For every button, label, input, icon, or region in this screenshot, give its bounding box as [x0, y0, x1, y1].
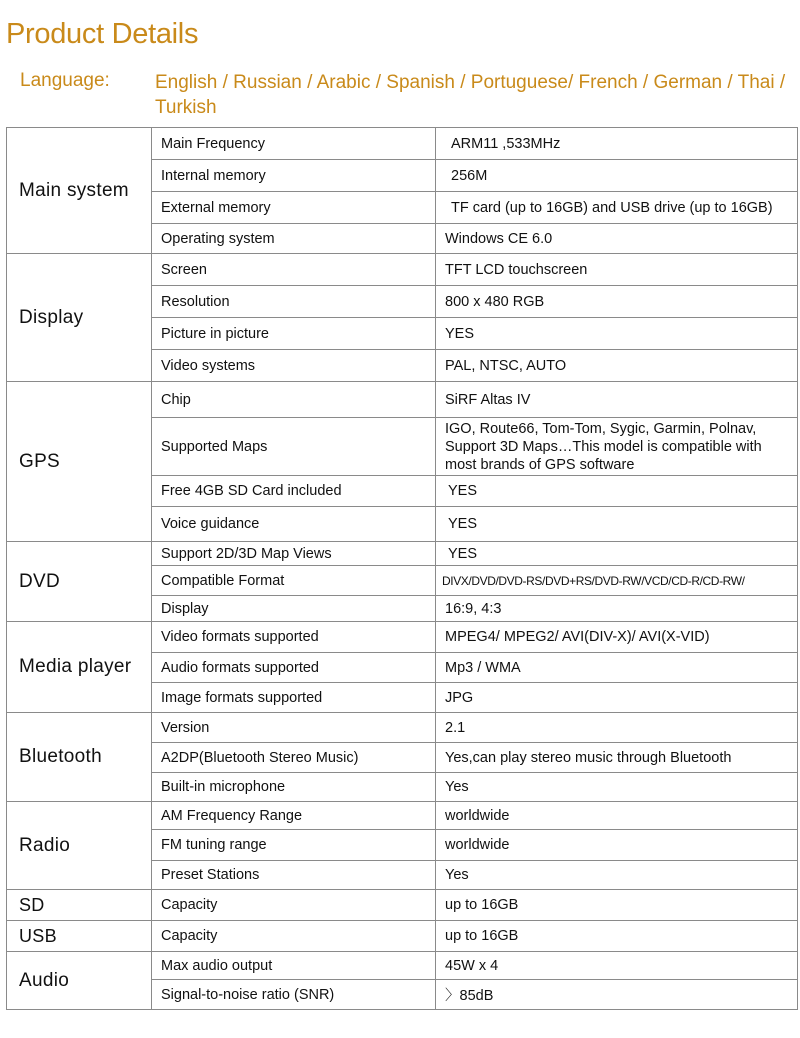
spec-value: Windows CE 6.0	[436, 224, 798, 254]
spec-label: Image formats supported	[152, 683, 436, 713]
spec-label: External memory	[152, 192, 436, 224]
spec-value: IGO, Route66, Tom-Tom, Sygic, Garmin, Polnav, Support 3D Maps…This model is compatible with most brands of GPS software	[436, 418, 798, 476]
spec-value: Yes,can play stereo music through Bluetooth	[436, 743, 798, 773]
spec-value: MPEG4/ MPEG2/ AVI(DIV-X)/ AVI(X-VID)	[436, 622, 798, 653]
spec-value: 800 x 480 RGB	[436, 286, 798, 318]
spec-value: Yes	[436, 861, 798, 890]
spec-value: 256M	[436, 160, 798, 192]
spec-label: Chip	[152, 382, 436, 418]
category-audio: Audio	[7, 952, 152, 1010]
spec-label: Resolution	[152, 286, 436, 318]
category-usb: USB	[7, 921, 152, 952]
spec-value: YES	[436, 476, 798, 507]
spec-value: 〉85dB	[436, 980, 798, 1010]
spec-label: Main Frequency	[152, 128, 436, 160]
spec-value: up to 16GB	[436, 890, 798, 921]
spec-label: Free 4GB SD Card included	[152, 476, 436, 507]
spec-label: Display	[152, 596, 436, 622]
spec-label: AM Frequency Range	[152, 802, 436, 830]
spec-label: Supported Maps	[152, 418, 436, 476]
spec-label: Video formats supported	[152, 622, 436, 653]
spec-value: Mp3 / WMA	[436, 653, 798, 683]
spec-value: YES	[436, 318, 798, 350]
spec-value: YES	[436, 507, 798, 542]
table-row	[7, 952, 798, 980]
spec-value: JPG	[436, 683, 798, 713]
table-row	[7, 542, 798, 566]
spec-label: Version	[152, 713, 436, 743]
category-gps: GPS	[7, 382, 152, 542]
language-list: English / Russian / Arabic / Spanish / Portuguese/ French / German / Thai / Turkish	[155, 72, 786, 118]
table-row	[7, 254, 798, 286]
table-row	[7, 622, 798, 653]
table-row	[7, 713, 798, 743]
spec-label: Support 2D/3D Map Views	[152, 542, 436, 566]
spec-label: Audio formats supported	[152, 653, 436, 683]
spec-label: Max audio output	[152, 952, 436, 980]
spec-value: 2.1	[436, 713, 798, 743]
spec-label: Compatible Format	[152, 566, 436, 596]
spec-value: Yes	[436, 773, 798, 802]
spec-label: Preset Stations	[152, 861, 436, 890]
spec-value: worldwide	[436, 802, 798, 830]
spec-label: Video systems	[152, 350, 436, 382]
spec-label: Picture in picture	[152, 318, 436, 350]
page-title: Product Details	[6, 18, 199, 50]
spec-value: PAL, NTSC, AUTO	[436, 350, 798, 382]
spec-label: Screen	[152, 254, 436, 286]
spec-label: Capacity	[152, 890, 436, 921]
category-sd: SD	[7, 890, 152, 921]
spec-table	[6, 127, 798, 1010]
spec-value: 16:9, 4:3	[436, 596, 798, 622]
table-row	[7, 128, 798, 160]
spec-label: Capacity	[152, 921, 436, 952]
category-display: Display	[7, 254, 152, 382]
spec-value: TFT LCD touchscreen	[436, 254, 798, 286]
category-main-system: Main system	[7, 128, 152, 254]
table-row	[7, 802, 798, 830]
spec-label: Voice guidance	[152, 507, 436, 542]
spec-value: TF card (up to 16GB) and USB drive (up to 16GB)	[436, 192, 798, 224]
spec-label: Internal memory	[152, 160, 436, 192]
category-bluetooth: Bluetooth	[7, 713, 152, 802]
spec-value: 45W x 4	[436, 952, 798, 980]
spec-value: SiRF Altas IV	[436, 382, 798, 418]
spec-value: worldwide	[436, 830, 798, 861]
spec-value: DIVX/DVD/DVD-RS/DVD+RS/DVD-RW/VCD/CD-R/CD-RW/	[436, 566, 798, 596]
spec-value: YES	[436, 542, 798, 566]
table-row	[7, 921, 798, 952]
spec-value: up to 16GB	[436, 921, 798, 952]
spec-label: A2DP(Bluetooth Stereo Music)	[152, 743, 436, 773]
spec-label: Signal-to-noise ratio (SNR)	[152, 980, 436, 1010]
spec-label: Built-in microphone	[152, 773, 436, 802]
category-media-player: Media player	[7, 622, 152, 713]
language-label: Language:	[20, 70, 110, 91]
spec-label: Operating system	[152, 224, 436, 254]
table-row	[7, 382, 798, 418]
table-row	[7, 890, 798, 921]
spec-value: ARM11 ,533MHz	[436, 128, 798, 160]
category-radio: Radio	[7, 802, 152, 890]
category-dvd: DVD	[7, 542, 152, 622]
spec-label: FM tuning range	[152, 830, 436, 861]
